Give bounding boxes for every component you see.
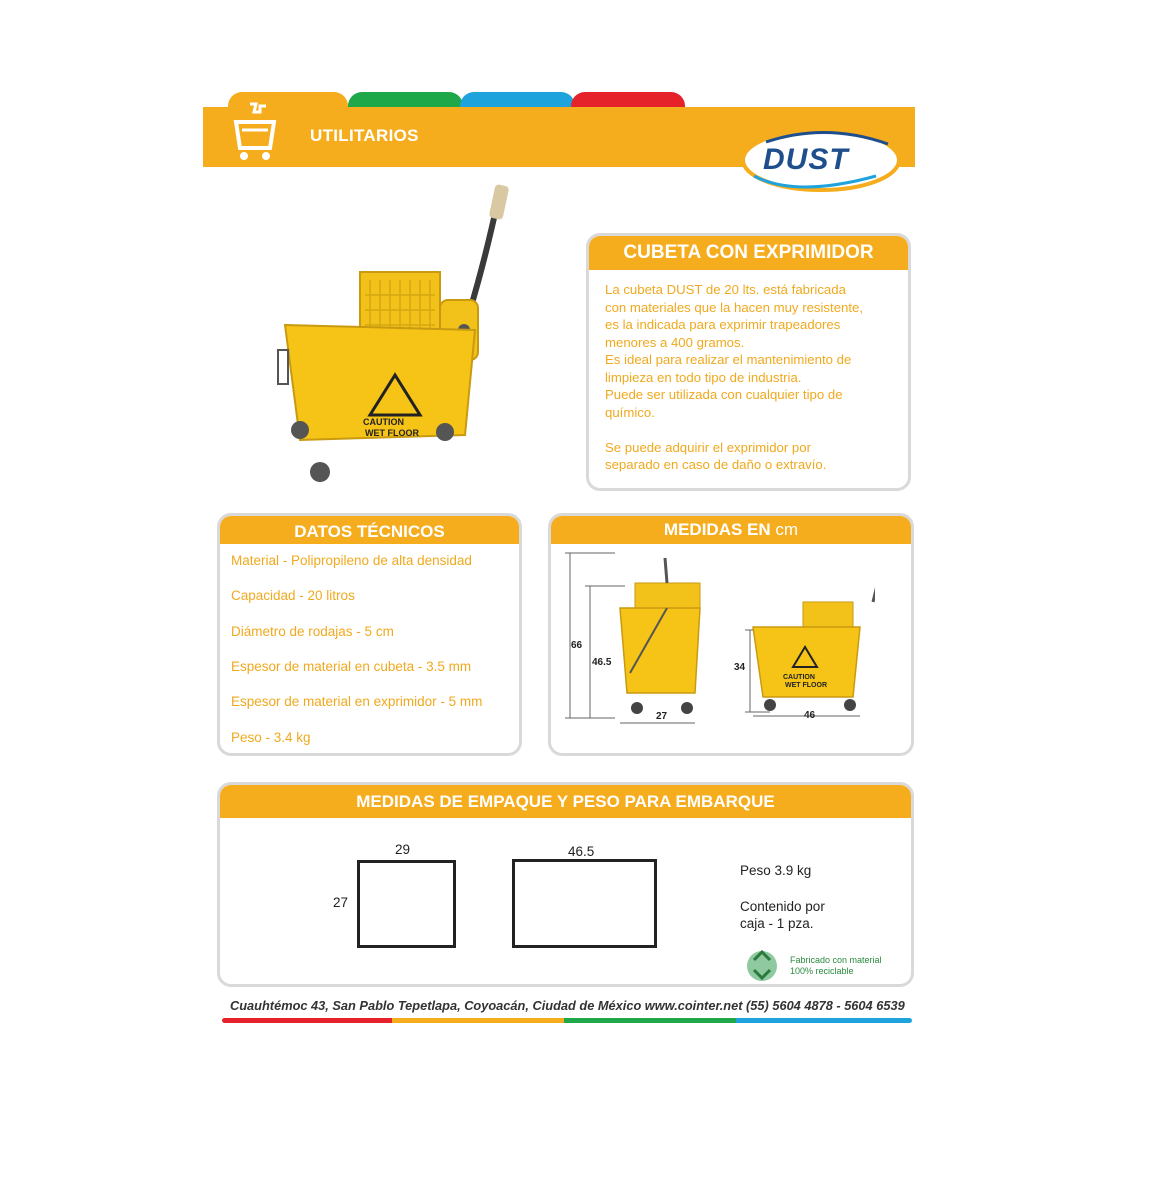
spec-item: Espesor de material en exprimidor - 5 mm — [231, 694, 483, 709]
packaging-heading: MEDIDAS DE EMPAQUE Y PESO PARA EMBARQUE — [220, 785, 911, 818]
box1-side-dimension: 27 — [333, 895, 349, 910]
footer-address: Cuauhtémoc 43, San Pablo Tepetlapa, Coyoacán, Ciudad de México www.cointer.net (55) 5604 4878 - 5604 6539 — [230, 998, 905, 1013]
side-height: 34 — [734, 662, 746, 673]
side-length: 46 — [804, 710, 816, 721]
content-per-box-line1: Contenido por — [740, 899, 825, 914]
box1-top-dimension: 29 — [395, 842, 411, 857]
recycle-icon — [742, 946, 782, 984]
spec-item: Peso - 3.4 kg — [231, 730, 311, 745]
package-box-front — [357, 860, 456, 948]
page-title: UTILITARIOS — [310, 126, 419, 145]
footer-stripe-green — [564, 1018, 736, 1023]
description-heading: CUBETA CON EXPRIMIDOR — [589, 236, 908, 270]
side-sign-line2: WET FLOOR — [785, 682, 827, 689]
description-body: La cubeta DUST de 20 lts. está fabricada con materiales que la hacen muy resistente, es la indicada para exprimir trapeadores menores a 400 gramos. Es ideal para realizar el mantenimiento de limpieza en todo tipo de industria. Puede ser utilizada con cualquier tipo de químico. Se puede adquirir el exprimidor por separado en caso de daño o extravío. — [605, 282, 864, 472]
measures-unit: cm — [775, 520, 799, 539]
spec-item: Diámetro de rodajas - 5 cm — [231, 624, 394, 639]
front-height-body: 46.5 — [592, 657, 612, 668]
side-view-diagram — [725, 552, 875, 722]
bucket-sign-line1: CAUTION — [363, 417, 404, 427]
measures-heading-text: MEDIDAS EN — [663, 520, 771, 539]
front-height-total: 66 — [571, 640, 583, 651]
footer-stripe-red — [222, 1018, 392, 1023]
shipping-weight: Peso 3.9 kg — [740, 863, 812, 878]
recycle-line1: Fabricado con material — [790, 955, 882, 965]
front-view-diagram — [555, 548, 715, 728]
spec-item: Espesor de material en cubeta - 3.5 mm — [231, 659, 472, 674]
footer-stripe-blue — [736, 1018, 912, 1023]
footer-stripe-yellow — [392, 1018, 564, 1023]
cart-icon — [230, 100, 280, 162]
specs-heading: DATOS TÉCNICOS — [220, 516, 519, 544]
front-width: 27 — [656, 711, 668, 722]
measures-heading — [551, 516, 911, 544]
bucket-sign-line2: WET FLOOR — [365, 428, 419, 438]
product-image — [270, 180, 510, 490]
brand-logo-text: DUST — [763, 143, 849, 176]
package-box-side — [512, 859, 657, 948]
spec-item: Capacidad - 20 litros — [231, 588, 355, 603]
side-sign-line1: CAUTION — [783, 674, 815, 681]
box2-top-dimension: 46.5 — [568, 844, 595, 859]
content-per-box-line2: caja - 1 pza. — [740, 916, 814, 931]
spec-item: Material - Polipropileno de alta densidad — [231, 553, 472, 568]
recycle-line2: 100% reciclable — [790, 966, 854, 976]
